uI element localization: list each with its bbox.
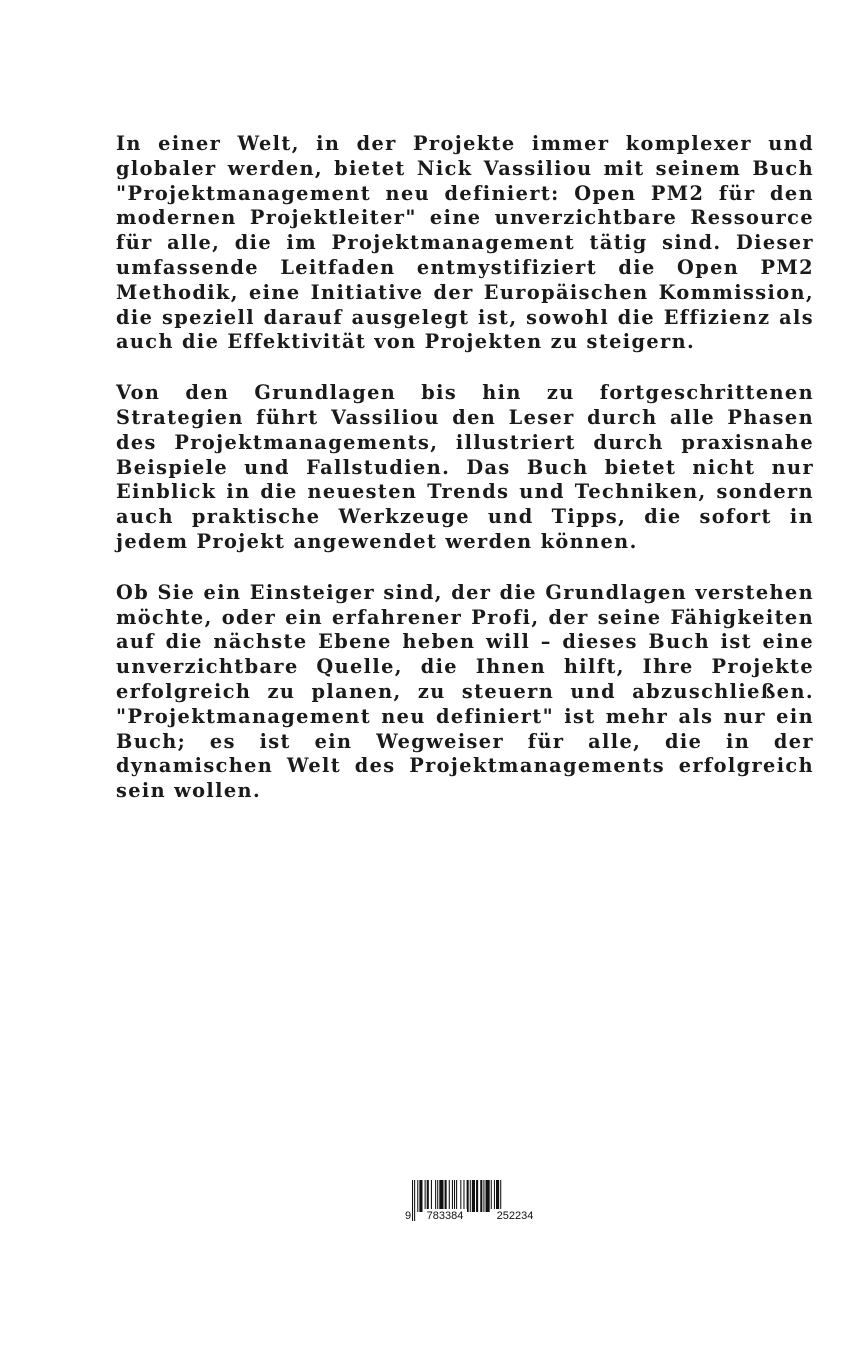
barcode-bar: [427, 1180, 429, 1212]
barcode-bar: [437, 1180, 438, 1212]
barcode-bar: [496, 1180, 499, 1212]
barcode-bar: [425, 1180, 426, 1212]
barcode-bar: [470, 1180, 471, 1212]
barcode-bar: [435, 1180, 436, 1212]
back-cover-blurb: [116, 132, 814, 830]
barcode-bar: [419, 1180, 422, 1212]
barcode-bar: [491, 1180, 492, 1212]
barcode-bar: [445, 1180, 447, 1212]
barcode-bar: [449, 1180, 450, 1212]
barcode-bar: [486, 1180, 490, 1212]
barcode-bar: [494, 1180, 495, 1212]
barcode-digits: [400, 1209, 560, 1224]
barcode-digit-first: 9: [405, 1210, 412, 1222]
blurb-paragraph-2: Von den Grundlagen bis hin zu fortgeschrittenen Strategien führt Vassiliou den Leser durch alle Phasen des Projektmanagements, illustriert durch praxisnahe Beispiele und Fallstudien. Das Buch bietet nicht nur Einblick in die neuesten Trends und Techniken, sondern auch praktische Werkzeuge und Tipps, die sofort in jedem Projekt angewendet werden können.: [116, 381, 814, 553]
barcode-bar: [463, 1180, 464, 1212]
barcode-bar: [417, 1180, 418, 1212]
barcode-bar: [476, 1180, 478, 1212]
barcode-bar: [439, 1180, 443, 1212]
barcode-digits-left: 783384: [423, 1209, 467, 1224]
barcode-bar: [467, 1180, 469, 1212]
barcode-bar: [460, 1180, 461, 1212]
blurb-paragraph-3: Ob Sie ein Einsteiger sind, der die Grundlagen verstehen möchte, oder ein erfahrener Profi, der seine Fähigkeiten auf die nächste Ebene heben will – dieses Buch ist eine unverzichtbare Quelle, die Ihnen hilft, Ihre Projekte erfolgreich zu planen, zu steuern und abzuschließen. "Projektmanagement neu definiert" ist mehr als nur ein Buch; es ist ein Wegweiser für alle, die in der dynamischen Welt des Projektmanagements erfolgreich sein wollen.: [116, 580, 814, 803]
blurb-paragraph-1: In einer Welt, in der Projekte immer komplexer und globaler werden, bietet Nick Vassiliou mit seinem Buch "Projektmanagement neu definiert: Open PM2 für den modernen Projektleiter" eine unverzichtbare Ressource für alle, die im Projektmanagement tätig sind. Dieser umfassende Leitfaden entmystifiziert die Open PM2 Methodik, eine Initiative der Europäischen Kommission, die speziell darauf ausgelegt ist, sowohl die Effizienz als auch die Effektivität von Projekten zu steigern.: [116, 132, 814, 354]
isbn-barcode: [400, 1178, 560, 1224]
barcode-bar: [480, 1180, 482, 1212]
barcode-bar: [431, 1180, 432, 1212]
barcode-bar: [472, 1180, 475, 1212]
barcode-bar: [483, 1180, 484, 1212]
barcode-digits-right: 252234: [490, 1209, 540, 1224]
